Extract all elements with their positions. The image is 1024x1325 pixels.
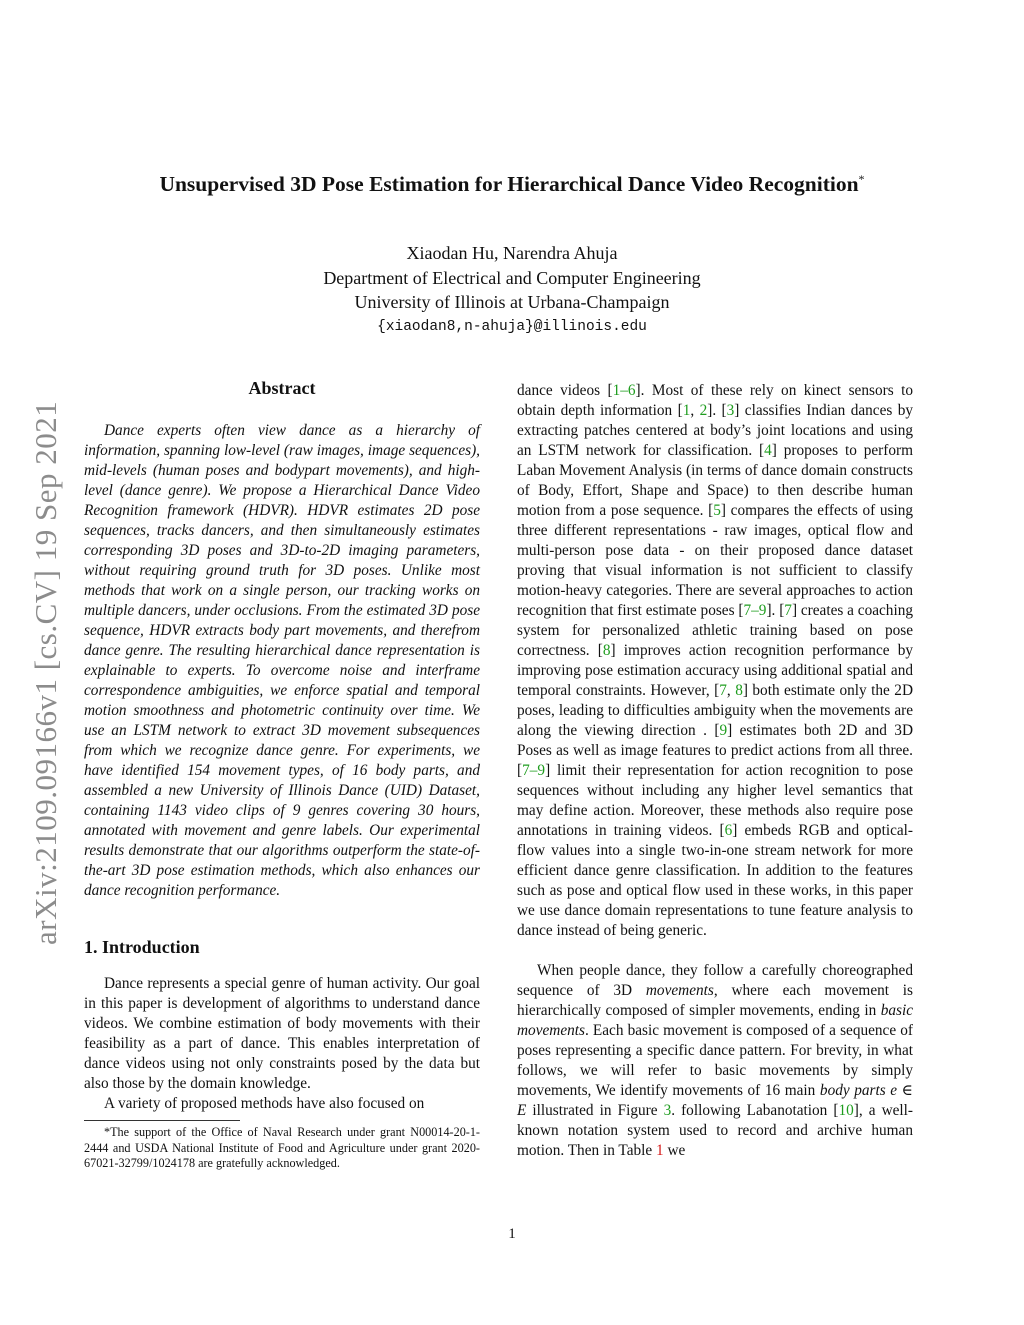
paper-title-text: Unsupervised 3D Pose Estimation for Hierarchical Dance Video Recognition bbox=[159, 172, 859, 197]
citation-link[interactable]: 4 bbox=[764, 442, 772, 459]
text-run: . following Labanotation [ bbox=[671, 1102, 839, 1119]
emphasis-text: movements bbox=[645, 982, 714, 999]
text-run: ] improves action recognition performance by improving pose estimation accuracy using additional spatial and temporal constraints. However, [ bbox=[517, 642, 913, 699]
introduction-heading: 1. Introduction bbox=[84, 937, 200, 957]
citation-link[interactable]: 10 bbox=[838, 1102, 854, 1119]
text-run: ] creates a coaching system for personalized athletic training based on pose correctness. [ bbox=[517, 602, 914, 659]
paper-title bbox=[60, 172, 964, 197]
right-paragraph-1 bbox=[517, 381, 913, 941]
right-column bbox=[517, 381, 913, 1161]
emphasis-text: basic movements bbox=[517, 1002, 913, 1039]
text-run: ] limit their representation for action recognition to pose sequences without including any higher level semantics that may define action. Moreover, these methods also require pose annotations in training videos. [ bbox=[517, 762, 913, 839]
text-run: . Each basic movement is composed of a sequence of poses representing a specific dance pattern. For brevity, in what follows, we will refer to basic movements by simply movements, We identify movements of 16 main bbox=[517, 1022, 913, 1099]
left-column bbox=[84, 378, 480, 1172]
title-footnote-mark: * bbox=[858, 172, 865, 186]
text-run: ] compares the effects of using three different representations - raw images, optical flow and multi-person pose data - on their proposed dance dataset proving that visual information is not sufficient to classify motion-heavy categories. There are several approaches to action recognition that first estimate poses [ bbox=[517, 502, 913, 619]
citation-link[interactable]: 3 bbox=[726, 402, 735, 419]
citation-link[interactable]: 7 bbox=[719, 682, 727, 699]
page-number: 1 bbox=[508, 1226, 516, 1242]
footnote: *The support of the Office of Naval Research under grant N00014-20-1-2444 and USDA National Institute of Food and Agriculture under grant 2020-67021-32799/1024178 are gratefully acknowledged. bbox=[84, 1125, 480, 1170]
citation-link[interactable]: 8 bbox=[735, 682, 743, 699]
right-paragraph-2 bbox=[517, 961, 913, 1161]
intro-paragraph-2: A variety of proposed methods have also focused on bbox=[104, 1095, 425, 1112]
text-run: , bbox=[690, 402, 700, 419]
citation-link[interactable]: 6 bbox=[724, 822, 733, 839]
intro-paragraph-1: Dance represents a special genre of human activity. Our goal in this paper is development of algorithms to understand dance videos. We combine estimation of body movements with their feasibility as a part of dance. This enables interpretation of dance videos using not only constraints posed by the data but also those by the domain knowledge. bbox=[84, 975, 480, 1092]
paragraph-gap bbox=[517, 941, 913, 961]
abstract-heading: Abstract bbox=[248, 378, 316, 398]
citation-link[interactable]: 8 bbox=[602, 642, 611, 659]
citation-link[interactable]: 9 bbox=[719, 722, 728, 739]
arxiv-identifier: arXiv:2109.09166v1 [cs.CV] 19 Sep 2021 bbox=[28, 400, 63, 945]
citation-link[interactable]: 5 bbox=[713, 502, 721, 519]
text-run: ] embeds RGB and optical-flow values into a single two-in-one stream network for more efficient dance genre classification. In addition to the features such as pose and optical flow used in these works, in this paper we use dance domain representations to tune feature analysis to dance instead of being generic. bbox=[517, 822, 913, 939]
author-department: Department of Electrical and Computer Engineering bbox=[323, 267, 701, 288]
citation-link[interactable]: 7–9 bbox=[522, 762, 546, 779]
text-run: ] classifies Indian dances by extracting patches centered at body’s joint locations and using an LSTM network for classification. [ bbox=[517, 402, 913, 459]
citation-link[interactable]: 1–6 bbox=[612, 382, 636, 399]
text-run: ], a well-known notation system used to record and archive human motion. Then in Table bbox=[517, 1102, 913, 1159]
text-run: When people dance, they follow a carefully choreographed sequence of 3D bbox=[517, 962, 913, 999]
text-run: , where each movement is hierarchically composed of simpler movements, ending in bbox=[517, 982, 913, 1019]
author-block bbox=[112, 241, 912, 339]
text-run: dance videos [ bbox=[517, 382, 613, 399]
text-run: ] both estimate only the 2D poses, leading to difficulties ambiguity when the movements are along the viewing direction . [ bbox=[517, 682, 913, 739]
table-reference-link[interactable]: 1 bbox=[656, 1142, 664, 1159]
text-run: ]. [ bbox=[766, 602, 785, 619]
citation-link[interactable]: 7 bbox=[784, 602, 792, 619]
text-run: , bbox=[726, 682, 736, 699]
author-university: University of Illinois at Urbana-Champaign bbox=[354, 292, 670, 312]
text-run: ] estimates both 2D and 3D Poses as well as image features to predict actions from all three. [ bbox=[517, 722, 913, 779]
citation-link[interactable]: 7–9 bbox=[743, 602, 767, 619]
citation-link[interactable]: 1 bbox=[682, 402, 691, 419]
citation-link[interactable]: 3 bbox=[663, 1102, 672, 1119]
text-run: illustrated in Figure bbox=[526, 1102, 664, 1119]
text-run: ]. Most of these rely on kinect sensors to obtain depth information [ bbox=[517, 382, 913, 419]
author-names: Xiaodan Hu, Narendra Ahuja bbox=[406, 243, 618, 263]
footnote-rule bbox=[84, 1120, 240, 1121]
citation-link[interactable]: 2 bbox=[699, 402, 708, 419]
text-run: ]. [ bbox=[707, 402, 727, 419]
text-run: ] proposes to perform Laban Movement Analysis (in terms of dance domain constructs of Body, Effort, Shape and Space) to then describe human motion from a pose sequence. [ bbox=[517, 442, 913, 519]
author-email: {xiaodan8,n-ahuja}@illinois.edu bbox=[377, 318, 647, 335]
text-run: we bbox=[663, 1142, 686, 1159]
abstract-text: Dance experts often view dance as a hierarchy of information, spanning low-level (raw images, image sequences), mid-levels (human poses and bodypart movements), and high-level (dance genre). We propose a Hierarchical Dance Video Recognition framework (HDVR). HDVR estimates 2D pose sequences, tracks dancers, and then simultaneously estimates corresponding 3D poses and 3D-to-2D imaging parameters, without requiring ground truth for 3D poses. Unlike most methods that work on a single person, our tracking works on multiple dancers, under occlusions. From the estimated 3D pose sequence, HDVR extracts body part movements, and therefrom dance genre. The resulting hierarchical dance representation is explainable to experts. To overcome noise and interframe correspondence ambiguities, we enforce spatial and temporal motion smoothness and photometric continuity over time. We use an LSTM network to extract 3D movement subsequences from which we recognize dance genre. For experiments, we have identified 154 movement types, of 16 body parts, and assembled a new University of Illinois Dance (UID) Dataset, containing 1143 video clips of 9 genres covering 30 hours, annotated with movement and genre labels. Our experimental results demonstrate that our algorithms outperform the state-of-the-art 3D pose estimation methods, which also enhances our dance recognition performance. bbox=[84, 422, 480, 899]
emphasis-text: body parts e ∈ E bbox=[517, 1082, 913, 1119]
